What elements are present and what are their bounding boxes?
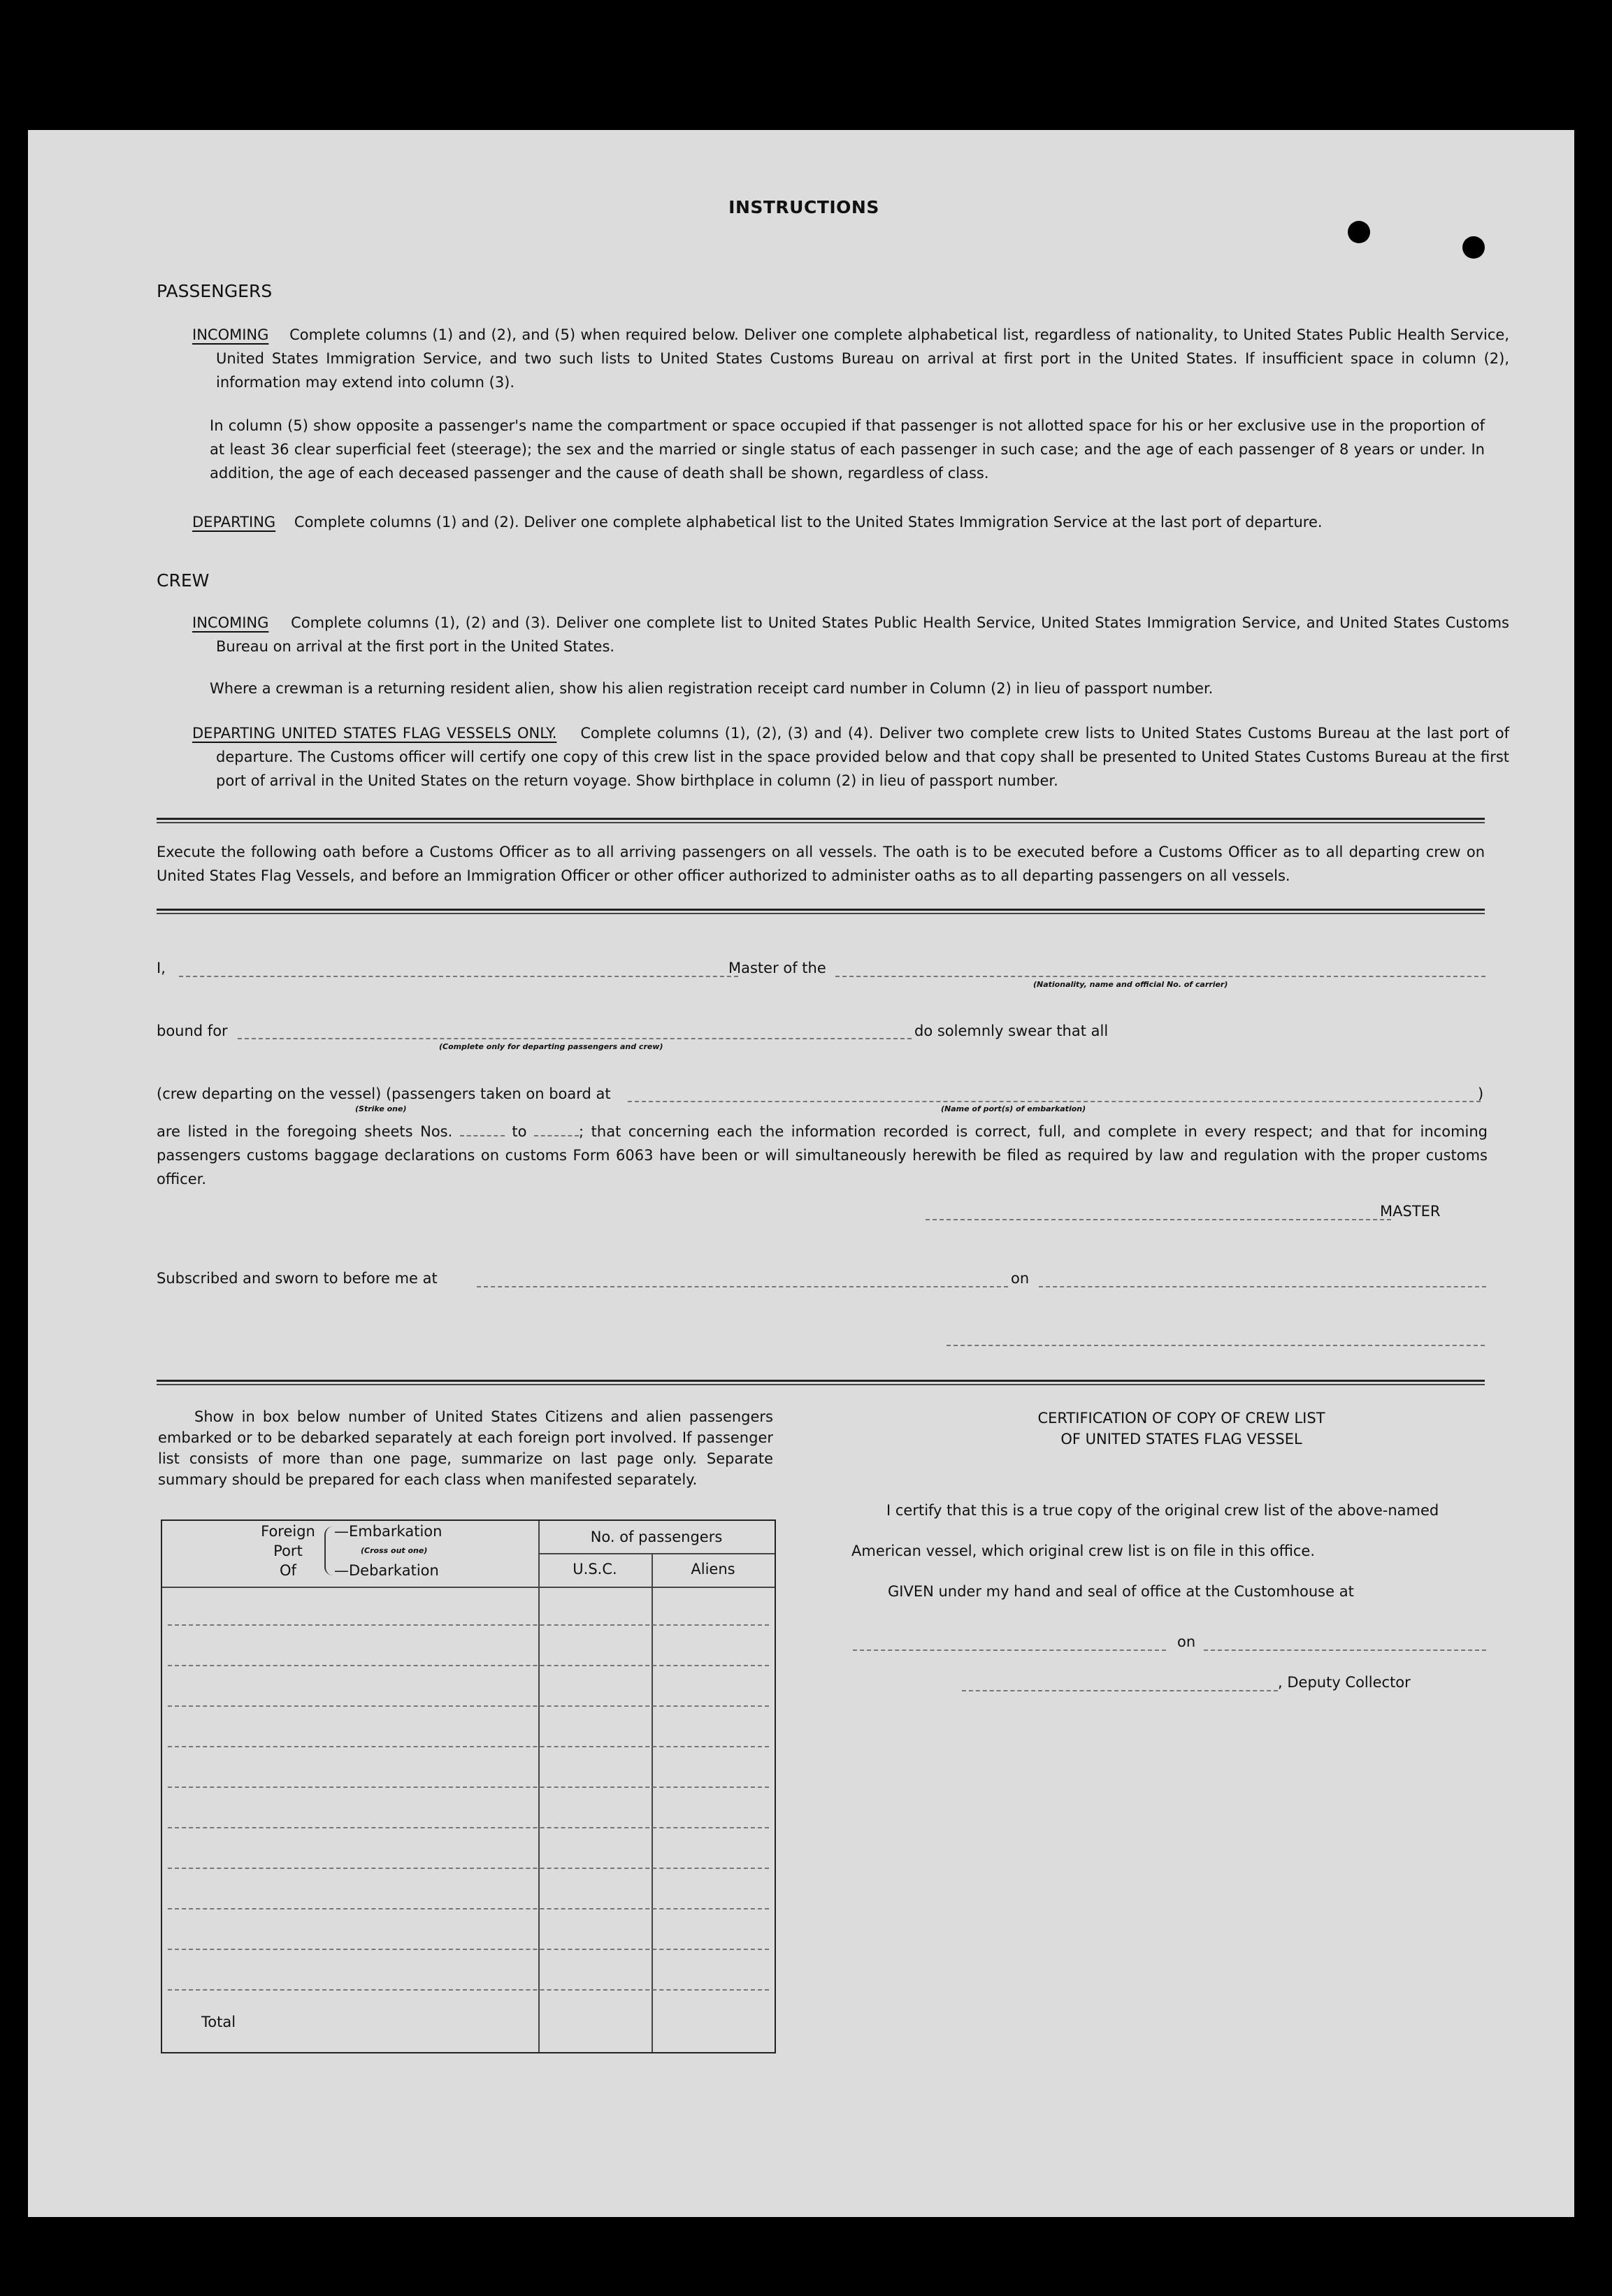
divider-3	[157, 1380, 1485, 1385]
cert-deputy: , Deputy Collector	[1278, 1674, 1411, 1691]
page-title: INSTRUCTIONS	[728, 197, 879, 217]
oath-close-paren: )	[1478, 1085, 1484, 1102]
summary-no-passengers: No. of passengers	[590, 1529, 723, 1545]
summary-row-3[interactable]	[168, 1705, 769, 1707]
summary-row-8[interactable]	[168, 1908, 769, 1909]
bound-for-field[interactable]	[238, 1038, 912, 1039]
cert-title-2: OF UNITED STATES FLAG VESSEL	[1060, 1431, 1302, 1447]
cert-line-3: GIVEN under my hand and seal of office at the Customhouse at	[888, 1583, 1354, 1600]
sheet-from-field[interactable]	[460, 1125, 505, 1136]
oath-listed-b: ; that concerning each the information recorded is correct, full, and complete in every respect; and that for incoming passengers customs baggage declarations on customs Form 6063 have been or will simultaneously herewith be filed as required by law and regulation with the proper customs officer.	[157, 1123, 1488, 1187]
crew-heading: CREW	[157, 570, 210, 591]
sheet-to-field[interactable]	[534, 1125, 579, 1136]
oath-listed-to: to	[512, 1123, 527, 1140]
officer-signature-field[interactable]	[947, 1345, 1485, 1346]
oath-subscribed: Subscribed and sworn to before me at	[157, 1270, 438, 1287]
passengers-departing-paragraph	[192, 510, 1485, 534]
strike-note: (Strike one)	[355, 1104, 407, 1113]
passengers-incoming-text: Complete columns (1) and (2), and (5) when required below. Deliver one complete alphabetical list, regardless of nationality, to United States Public Health Service, United States Immigration Service, and two such lists to United States Customs Bureau on arrival at first port in the United States. If insufficient space in column (2), information may extend into column (3).	[216, 326, 1509, 391]
crew-incoming-text: Complete columns (1), (2) and (3). Deliver one complete list to United States Public Health Service, United States Immigration Service, and United States Customs Bureau on arrival at the first port in the United States.	[216, 614, 1509, 655]
oath-intro: Execute the following oath before a Customs Officer as to all arriving passengers on all vessels. The oath is to be executed before a Customs Officer as to all departing crew on United States Flag Vessels, and before an Immigration Officer or other officer authorized to administer oaths as to all departing passengers on all vessels.	[157, 844, 1485, 884]
oath-crew-departing: (crew departing on the vessel) (passengers taken on board at	[157, 1085, 611, 1102]
summary-embarkation: —Embarkation	[334, 1523, 442, 1540]
carrier-note: (Nationality, name and official No. of carrier)	[1033, 980, 1228, 989]
summary-row-6[interactable]	[168, 1827, 769, 1828]
oath-swear: do solemnly swear that all	[914, 1023, 1109, 1039]
crew-alien-text: Where a crewman is a returning resident alien, show his alien registration receipt card number in Column (2) in lieu of passport number.	[210, 680, 1214, 697]
oath-listed-paragraph	[157, 1120, 1488, 1191]
oath-on: on	[1011, 1270, 1030, 1287]
cert-line-2: American vessel, which original crew list is on file in this office.	[851, 1543, 1316, 1559]
crew-departing-paragraph	[192, 721, 1509, 793]
master-label: MASTER	[1380, 1203, 1441, 1220]
summary-h-1	[538, 1553, 775, 1554]
summary-cross-out: (Cross out one)	[361, 1546, 428, 1555]
passengers-column5-text: In column (5) show opposite a passenger's name the compartment or space occupied if that passenger is not allotted space for his or her exclusive use in the proportion of at least 36 clear superficial feet (steerage); the sex and the married or single status of each passenger in such case; and the age of each passenger of 8 years or under. In addition, the age of each deceased passenger and the cause of death shall be shown, regardless of class.	[210, 417, 1485, 482]
passengers-departing-label: DEPARTING	[192, 514, 276, 530]
master-signature-field[interactable]	[926, 1219, 1391, 1220]
oath-bound-for: bound for	[157, 1023, 228, 1039]
summary-total: Total	[201, 2014, 236, 2030]
summary-intro: Show in box below number of United States Citizens and alien passengers embarked or to be debarked separately at each foreign port involved. If passenger list consists of more than one page, summarize on last page only. Separate summary should be prepared for each class when manifested separately.	[158, 1408, 773, 1488]
master-name-field[interactable]	[179, 976, 738, 977]
summary-row-2[interactable]	[168, 1665, 769, 1666]
customhouse-field[interactable]	[853, 1649, 1166, 1651]
summary-debarkation: —Debarkation	[334, 1562, 439, 1579]
summary-usc: U.S.C.	[573, 1561, 617, 1577]
summary-h-2	[162, 1587, 775, 1588]
carrier-field[interactable]	[835, 976, 1485, 977]
passengers-departing-text: Complete columns (1) and (2). Deliver one complete alphabetical list to the United States Immigration Service at the last port of departure.	[294, 514, 1323, 530]
bound-note: (Complete only for departing passengers and crew)	[439, 1042, 663, 1051]
crew-departing-text: Complete columns (1), (2), (3) and (4). Deliver two complete crew lists to United States Customs Bureau at the last port of departure. The Customs officer will certify one copy of this crew list in the space provided below and that copy shall be presented to United States Customs Bureau at the first port of arrival in the United States on the return voyage. Show birthplace in column (2) in lieu of passport number.	[216, 725, 1510, 789]
summary-row-7[interactable]	[168, 1868, 769, 1869]
form-sheet	[28, 130, 1574, 2217]
divider-1	[157, 818, 1485, 823]
summary-row-4[interactable]	[168, 1746, 769, 1747]
passengers-incoming-paragraph	[192, 323, 1509, 394]
deputy-signature-field[interactable]	[962, 1690, 1278, 1691]
cert-line-1: I certify that this is a true copy of the original crew list of the above-named	[886, 1502, 1439, 1519]
passengers-incoming-label: INCOMING	[192, 326, 269, 343]
summary-brace	[324, 1526, 333, 1575]
oath-listed-a: are listed in the foregoing sheets Nos.	[157, 1123, 453, 1140]
cert-date-field[interactable]	[1204, 1649, 1486, 1651]
divider-2	[157, 909, 1485, 914]
summary-row-1[interactable]	[168, 1624, 769, 1626]
summary-port: Port	[273, 1543, 303, 1559]
summary-row-10[interactable]	[168, 1989, 769, 1991]
oath-i-label: I,	[157, 960, 166, 976]
crew-incoming-label: INCOMING	[192, 614, 269, 631]
crew-departing-label: DEPARTING UNITED STATES FLAG VESSELS ONLY.	[192, 725, 557, 742]
summary-aliens: Aliens	[691, 1561, 735, 1577]
oath-master-of: Master of the	[728, 960, 826, 976]
punch-hole-left	[1348, 221, 1370, 243]
punch-hole-right	[1462, 236, 1485, 259]
port-note: (Name of port(s) of embarkation)	[941, 1104, 1086, 1113]
summary-foreign: Foreign	[261, 1523, 315, 1540]
crew-incoming-paragraph	[192, 611, 1509, 658]
summary-box	[161, 1519, 776, 2053]
summary-row-5[interactable]	[168, 1786, 769, 1788]
summary-row-9[interactable]	[168, 1949, 769, 1950]
cert-title-1: CERTIFICATION OF COPY OF CREW LIST	[1037, 1410, 1325, 1427]
embarkation-port-field[interactable]	[628, 1101, 1481, 1102]
cert-on: on	[1177, 1633, 1196, 1650]
passengers-heading: PASSENGERS	[157, 281, 273, 301]
summary-of: Of	[280, 1562, 296, 1579]
sworn-place-field[interactable]	[477, 1286, 1008, 1287]
sworn-date-field[interactable]	[1039, 1286, 1486, 1287]
summary-v-2	[652, 1553, 653, 2052]
